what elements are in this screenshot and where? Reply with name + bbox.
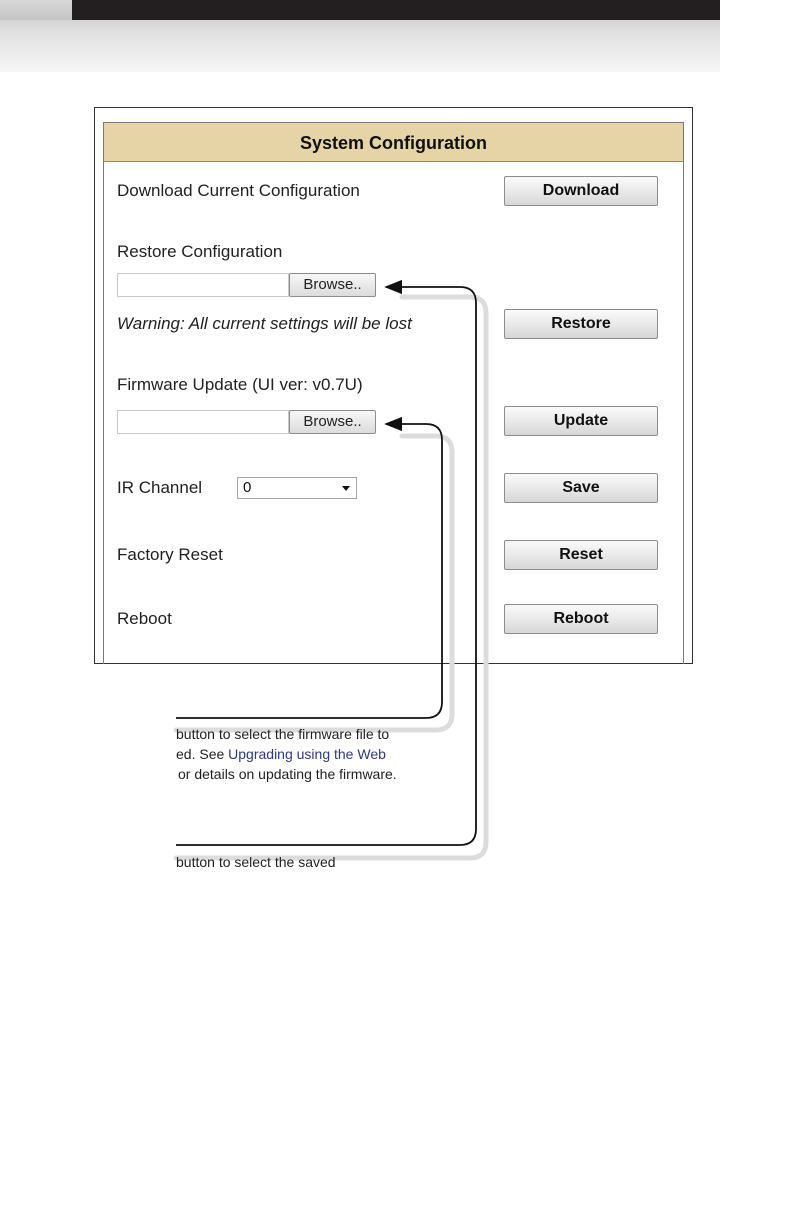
restore-browse-button[interactable]: Browse.. bbox=[289, 273, 376, 297]
update-button[interactable]: Update bbox=[504, 406, 658, 436]
reboot-label: Reboot bbox=[117, 609, 172, 628]
download-config-label: Download Current Configuration bbox=[117, 181, 360, 200]
reset-button[interactable]: Reset bbox=[504, 540, 658, 570]
restore-note-line-1: button to select the saved bbox=[176, 854, 336, 870]
firmware-note-line-2 bbox=[176, 746, 386, 762]
firmware-callout-arrow bbox=[176, 424, 442, 718]
firmware-note-line-3: or details on updating the firmware. bbox=[178, 766, 397, 782]
upgrading-web-link[interactable]: Upgrading using the Web bbox=[228, 746, 386, 762]
panel-title: System Configuration bbox=[104, 122, 683, 162]
save-button[interactable]: Save bbox=[504, 473, 658, 503]
restore-button[interactable]: Restore bbox=[504, 309, 658, 339]
factory-reset-label: Factory Reset bbox=[117, 545, 223, 564]
firmware-browse-button[interactable]: Browse.. bbox=[289, 410, 376, 434]
firmware-update-label: Firmware Update (UI ver: v0.7U) bbox=[117, 375, 363, 394]
ir-channel-label: IR Channel bbox=[117, 478, 203, 497]
download-button[interactable]: Download bbox=[504, 176, 658, 206]
restore-warning-text: Warning: All current settings will be lost bbox=[117, 314, 412, 333]
ir-channel-selected-value: 0 bbox=[243, 479, 252, 496]
firmware-note-line-2-text: ed. See bbox=[176, 746, 229, 762]
reboot-button[interactable]: Reboot bbox=[504, 604, 658, 634]
restore-config-label: Restore Configuration bbox=[117, 242, 283, 261]
firmware-note-line-1: button to select the firmware file to bbox=[176, 726, 390, 742]
firmware-callout-shadow bbox=[176, 436, 452, 730]
